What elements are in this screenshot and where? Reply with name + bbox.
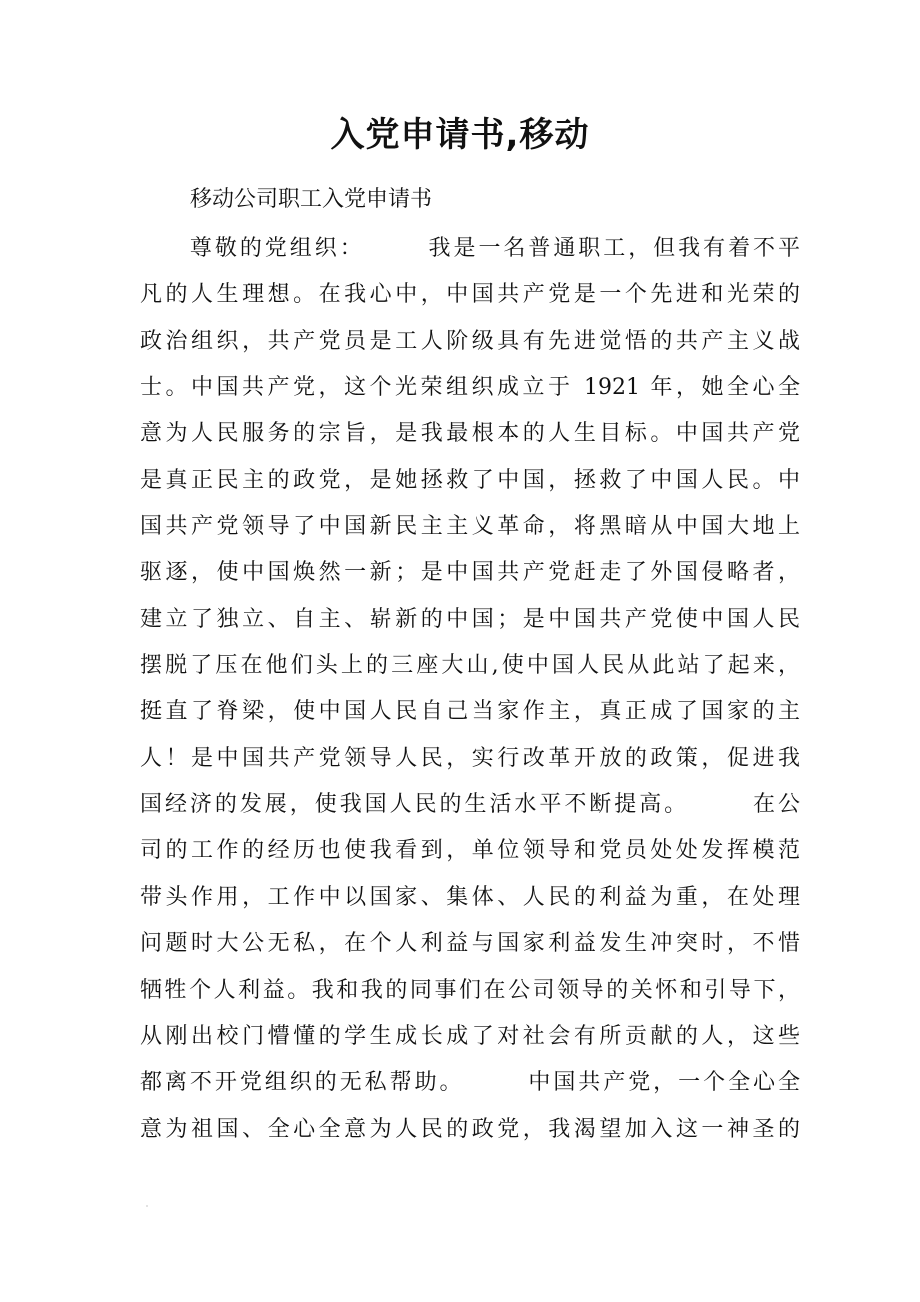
- text-line: 摆脱了压在他们头上的三座大山,使中国人民从此站了起来，: [140, 653, 800, 679]
- body-text: [140, 226, 800, 1153]
- text-line: 带头作用，工作中以国家、集体、人民的利益为重，在处理: [140, 884, 800, 910]
- text-line: 是真正民主的政党，是她拯救了中国，拯救了中国人民。中: [140, 467, 800, 493]
- text-line: 司的工作的经历也使我看到，单位领导和党员处处发挥模范: [140, 838, 800, 864]
- text-line: 牺牲个人利益。我和我的同事们在公司领导的关怀和引导下，: [140, 977, 800, 1003]
- text-line: 国经济的发展，使我国人民的生活水平不断提高。 在公: [140, 792, 800, 818]
- text-line: 尊敬的党组织： 我是一名普通职工，但我有着不平: [140, 236, 800, 261]
- text-line: 驱逐，使中国焕然一新；是中国共产党赶走了外国侵略者，: [140, 560, 800, 586]
- text-line: 问题时大公无私，在个人利益与国家利益发生冲突时，不惜: [140, 931, 800, 957]
- text-line: 政治组织，共产党员是工人阶级具有先进觉悟的共产主义战: [140, 328, 800, 354]
- text-line: 建立了独立、自主、崭新的中国；是中国共产党使中国人民: [140, 606, 800, 632]
- page-speck: [146, 1205, 148, 1207]
- text-line: 凡的人生理想。在我心中，中国共产党是一个先进和光荣的: [140, 282, 800, 308]
- text-line: 从刚出校门懵懂的学生成长成了对社会有所贡献的人，这些: [140, 1023, 800, 1049]
- document-subtitle: 移动公司职工入党申请书: [190, 187, 433, 212]
- text-line: 意为祖国、全心全意为人民的政党，我渴望加入这一神圣的: [140, 1116, 800, 1142]
- document-title: 入党申请书,移动: [330, 115, 590, 155]
- text-line: 士。中国共产党，这个光荣组织成立于 1921 年，她全心全: [140, 375, 800, 401]
- text-line: 意为人民服务的宗旨，是我最根本的人生目标。中国共产党: [140, 421, 800, 447]
- text-line: 国共产党领导了中国新民主主义革命，将黑暗从中国大地上: [140, 514, 800, 540]
- text-line: 人！是中国共产党领导人民，实行改革开放的政策，促进我: [140, 745, 800, 771]
- text-line: 都离不开党组织的无私帮助。 中国共产党，一个全心全: [140, 1070, 800, 1096]
- text-line: 挺直了脊梁，使中国人民自己当家作主，真正成了国家的主: [140, 699, 800, 725]
